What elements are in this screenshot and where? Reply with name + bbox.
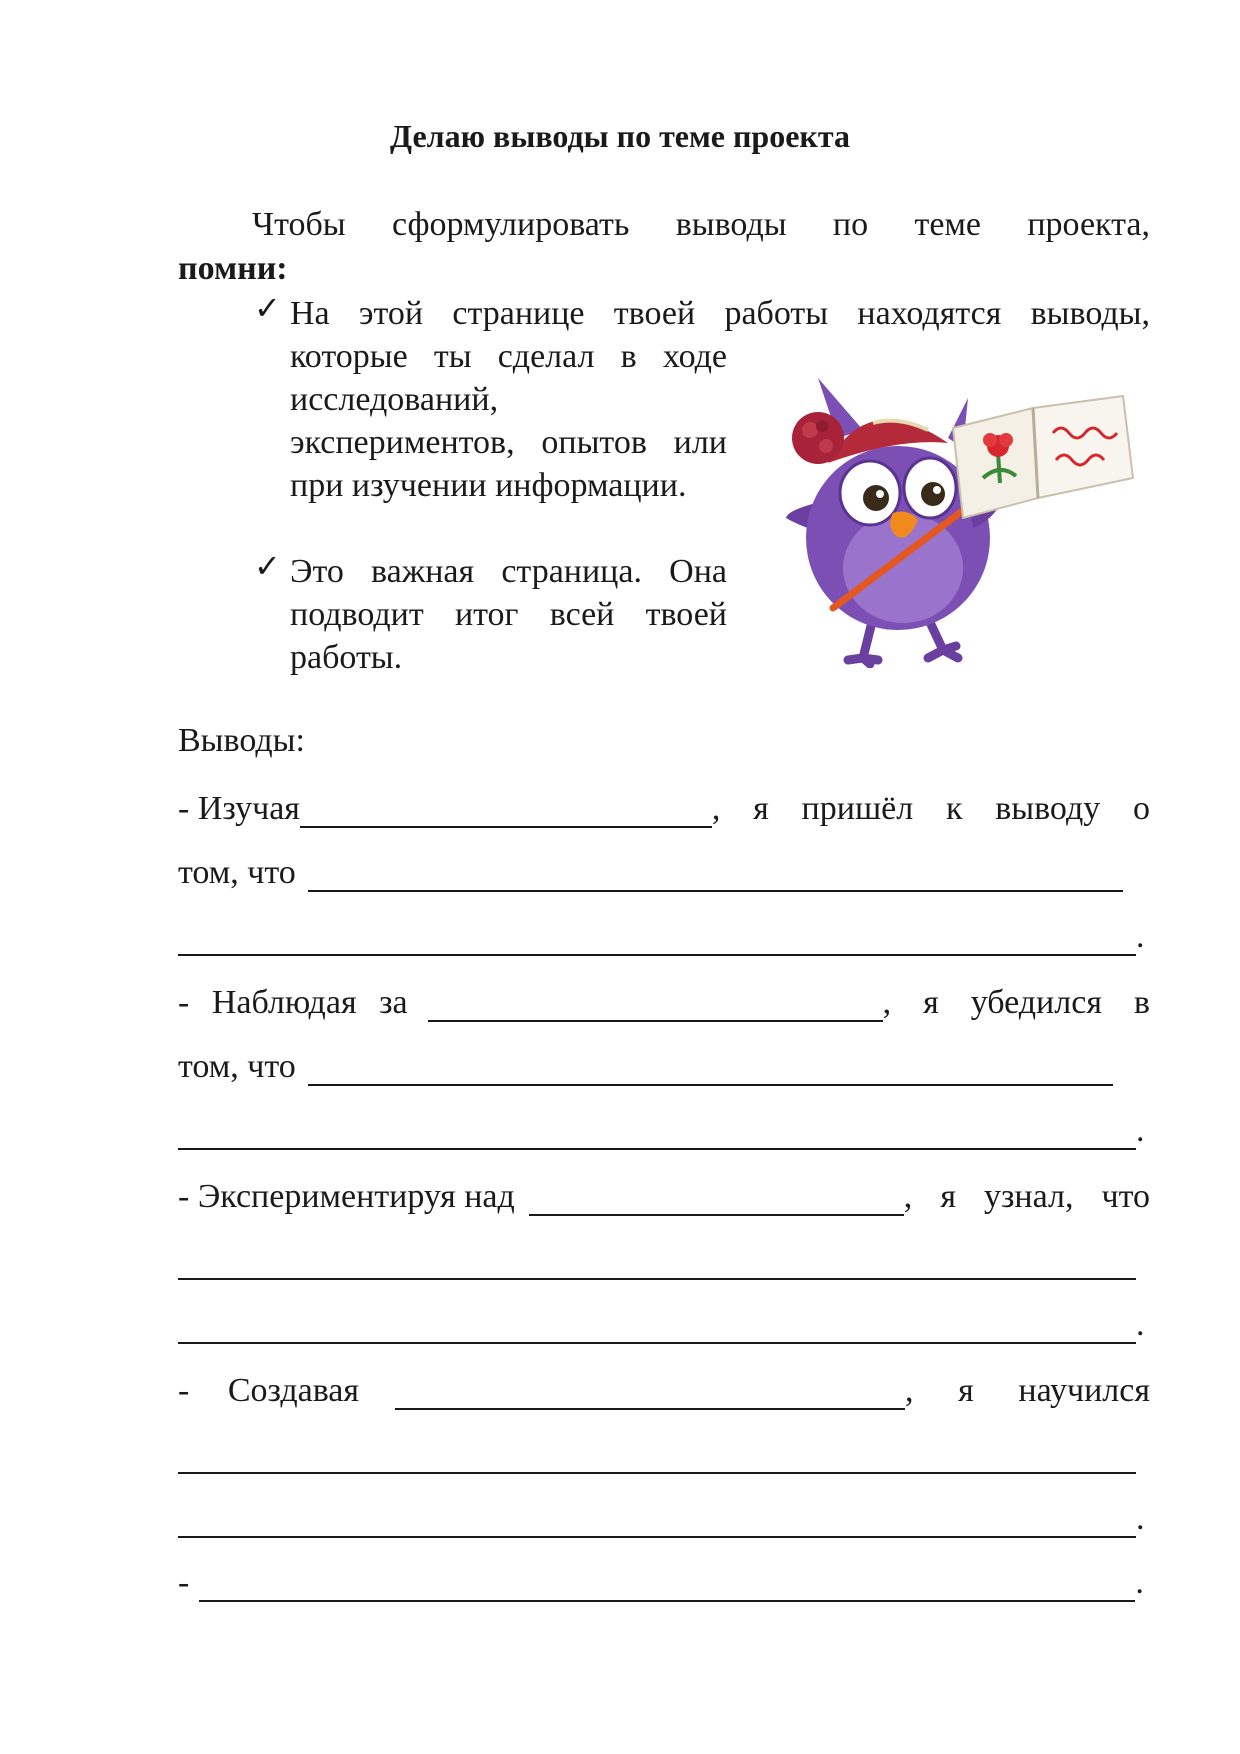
prompt-1-mid: , я пришёл к выводу о — [711, 790, 1150, 827]
prompt-1-start: - Изучая — [178, 790, 300, 827]
period: . — [1136, 918, 1145, 955]
prompt-2-that: том, что — [178, 1048, 296, 1085]
prompt-2-blank-1[interactable] — [428, 986, 883, 1022]
owl-character-with-book-icon — [778, 368, 1148, 668]
prompt-2-blank-3[interactable] — [178, 1114, 1136, 1150]
prompt-4-mid: , я научился — [905, 1372, 1150, 1409]
prompt-3-blank-2[interactable] — [178, 1244, 1136, 1280]
prompt-3-line-1 — [178, 1176, 1150, 1216]
prompt-4-blank-3[interactable] — [178, 1502, 1136, 1538]
period: . — [1135, 1564, 1144, 1601]
prompt-5-dash: - — [178, 1564, 190, 1601]
prompt-3-line-2 — [178, 1240, 1150, 1280]
prompt-3-start: - Экспериментируя над — [178, 1178, 515, 1215]
prompt-1-line-1 — [178, 788, 1150, 828]
prompt-5-line — [178, 1562, 1150, 1602]
prompt-4-blank-1[interactable] — [395, 1374, 905, 1410]
period: . — [1136, 1306, 1145, 1343]
prompt-4-line-3 — [178, 1498, 1150, 1538]
prompt-2-line-1 — [178, 982, 1150, 1022]
page-title: Делаю выводы по теме проекта — [390, 118, 850, 154]
prompt-2-mid: , я убедился в — [882, 984, 1150, 1021]
prompt-3-line-3 — [178, 1304, 1150, 1344]
prompt-2-blank-2[interactable] — [308, 1050, 1113, 1086]
prompt-1-line-2 — [178, 852, 1150, 892]
prompt-4-line-1 — [178, 1370, 1150, 1410]
intro-text: Чтобы сформулировать выводы по теме проекта, — [252, 206, 1150, 243]
prompt-1-line-3 — [178, 916, 1150, 956]
checkmark-icon: ✓ — [254, 290, 281, 326]
bullet-1-rest: которые ты сделал в ходе исследований, экспериментов, опытов или при изучении информации. — [290, 338, 727, 504]
prompt-3-blank-1[interactable] — [529, 1180, 904, 1216]
prompt-2-line-3 — [178, 1110, 1150, 1150]
prompt-4-line-2 — [178, 1434, 1150, 1474]
prompt-4-blank-2[interactable] — [178, 1438, 1136, 1474]
prompt-1-that: том, что — [178, 854, 296, 891]
intro-remember: помни: — [178, 250, 288, 287]
prompt-1-blank-1[interactable] — [300, 792, 712, 828]
prompt-3-blank-3[interactable] — [178, 1308, 1136, 1344]
prompt-1-blank-3[interactable] — [178, 920, 1136, 956]
prompt-4-start: - Создавая — [178, 1372, 360, 1409]
checkmark-icon: ✓ — [254, 548, 281, 584]
period: . — [1136, 1112, 1145, 1149]
prompt-5-blank[interactable] — [199, 1566, 1135, 1602]
period: . — [1136, 1500, 1145, 1537]
prompt-2-start: - Наблюдая за — [178, 984, 408, 1021]
prompt-1-blank-2[interactable] — [308, 856, 1123, 892]
prompt-2-line-2 — [178, 1046, 1150, 1086]
prompt-3-mid: , я узнал, что — [903, 1178, 1150, 1215]
conclusions-label: Выводы: — [178, 722, 305, 759]
bullet-2-text: Это важная страница. Она подводит итог всей твоей работы. — [290, 553, 727, 676]
bullet-1-first-line: На этой странице твоей работы находятся выводы, — [290, 295, 1150, 332]
